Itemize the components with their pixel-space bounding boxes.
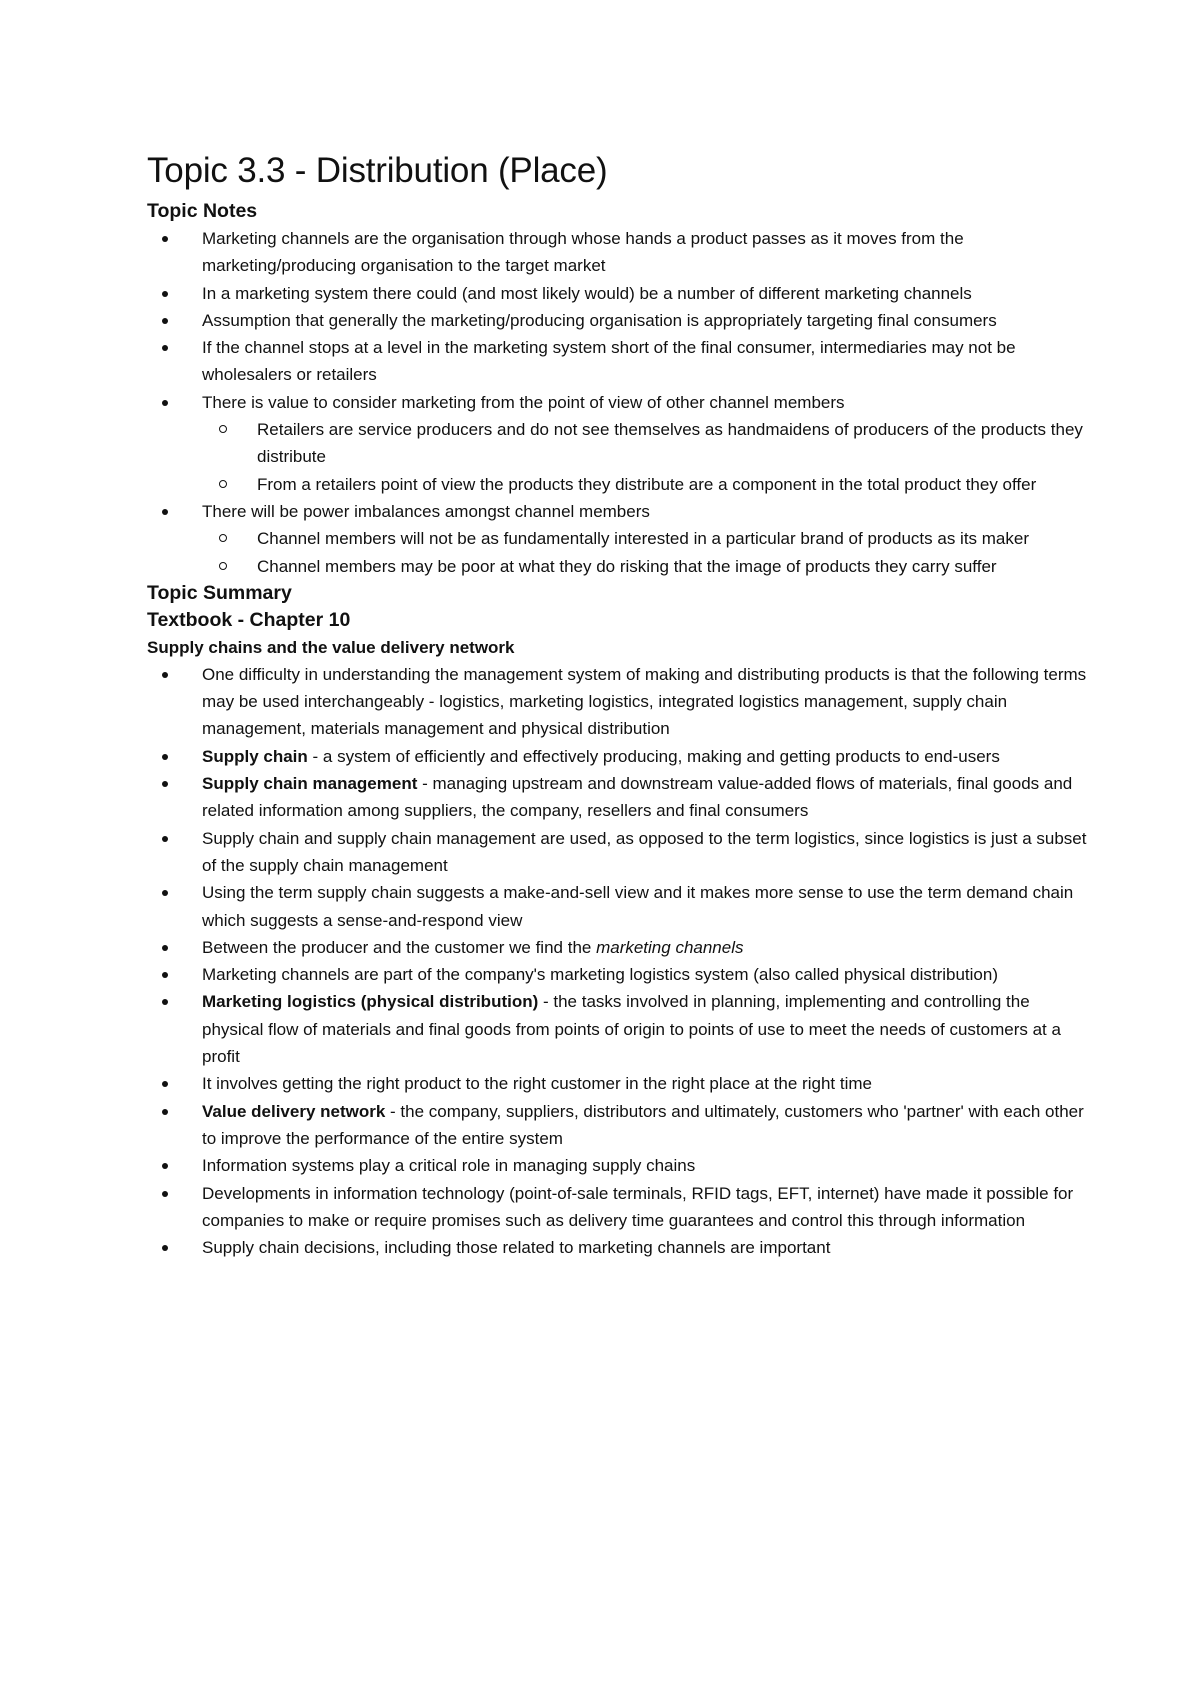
list-item-text: - the tasks involved in planning, implementing and controlling the physical flow of materials and final goods from points of origin to points of use to meet the needs of customers at a profit <box>202 992 1061 1067</box>
list-item-text: - managing upstream and downstream value-added flows of materials, final goods and related information among suppliers, the company, resellers and final consumers <box>202 774 1073 821</box>
topic-summary-heading: Topic Summary <box>147 581 292 604</box>
list-item <box>147 825 1087 880</box>
textbook-chapter-heading: Textbook - Chapter 10 <box>147 608 351 631</box>
sub-list-item <box>202 553 1087 580</box>
bullet-icon <box>162 781 168 787</box>
list-item-text: Marketing channels are part of the company's marketing logistics system (also called physical distribution) <box>202 965 998 985</box>
bullet-icon <box>162 345 168 351</box>
sub-list <box>202 525 1087 580</box>
sub-list-item <box>202 416 1087 471</box>
bullet-icon <box>162 1081 168 1087</box>
bullet-icon <box>162 509 168 515</box>
bullet-icon <box>162 236 168 242</box>
bullet-icon <box>162 754 168 760</box>
list-item-text: Information systems play a critical role in managing supply chains <box>202 1156 696 1176</box>
bullet-icon <box>162 1191 168 1197</box>
bullet-icon <box>162 318 168 324</box>
list-item <box>147 225 1087 280</box>
topic-notes-list <box>147 225 1087 580</box>
sub-list-item <box>202 525 1087 552</box>
list-item-term: Marketing logistics (physical distribution) <box>202 992 539 1012</box>
list-item-term: Supply chain management <box>202 774 418 794</box>
bullet-icon <box>162 400 168 406</box>
list-item-text: Assumption that generally the marketing/producing organisation is appropriately targeting final consumers <box>202 310 997 330</box>
list-item-text: One difficulty in understanding the management system of making and distributing products is that the following terms may be used interchangeably - logistics, marketing logistics, integrated logistics management, supply chain management, materials management and physical distribution <box>202 664 1087 739</box>
sub-list-item-text: From a retailers point of view the products they distribute are a component in the total product they offer <box>257 474 1037 494</box>
list-item <box>147 498 1087 580</box>
list-item <box>147 1180 1087 1235</box>
hollow-bullet-icon <box>219 480 227 488</box>
sub-list-item-text: Channel members may be poor at what they do risking that the image of products they carry suffer <box>257 556 997 576</box>
list-item-emphasis: marketing channels <box>596 937 744 957</box>
list-item <box>147 307 1087 334</box>
list-item-text: Developments in information technology (point-of-sale terminals, RFID tags, EFT, internet) have made it possible for companies to make or require promises such as delivery time guarantees and control this through information <box>202 1183 1074 1230</box>
list-item-text: - the company, suppliers, distributors and ultimately, customers who 'partner' with each other to improve the performance of the entire system <box>202 1101 1084 1148</box>
sub-list-item-text: Channel members will not be as fundamentally interested in a particular brand of products as its maker <box>257 529 1029 549</box>
list-item <box>147 1234 1087 1261</box>
bullet-icon <box>162 836 168 842</box>
document-content <box>147 148 1087 1261</box>
sub-list <box>202 416 1087 498</box>
sub-list-item <box>202 471 1087 498</box>
list-item-text: If the channel stops at a level in the marketing system short of the final consumer, intermediaries may not be wholesalers or retailers <box>202 338 1016 385</box>
bullet-icon <box>162 972 168 978</box>
list-item <box>147 1152 1087 1179</box>
list-item-text: It involves getting the right product to the right customer in the right place at the right time <box>202 1074 872 1094</box>
page-title: Topic 3.3 - Distribution (Place) <box>147 151 608 190</box>
list-item-text: Marketing channels are the organisation through whose hands a product passes as it moves from the marketing/producing organisation to the target market <box>202 229 964 276</box>
list-item-text: There is value to consider marketing from the point of view of other channel members <box>202 392 845 412</box>
list-item <box>147 743 1087 770</box>
list-item <box>147 1070 1087 1097</box>
list-item-term: Supply chain <box>202 746 308 766</box>
list-item <box>147 961 1087 988</box>
list-item-text: Between the producer and the customer we find the <box>202 937 597 957</box>
section-heading: Supply chains and the value delivery network <box>147 637 515 657</box>
bullet-icon <box>162 999 168 1005</box>
list-item-text: Using the term supply chain suggests a make-and-sell view and it makes more sense to use the term demand chain which suggests a sense-and-respond view <box>202 883 1074 930</box>
bullet-icon <box>162 672 168 678</box>
list-item <box>147 934 1087 961</box>
hollow-bullet-icon <box>219 562 227 570</box>
bullet-icon <box>162 890 168 896</box>
bullet-icon <box>162 945 168 951</box>
list-item <box>147 1098 1087 1153</box>
list-item-text: Supply chain decisions, including those related to marketing channels are important <box>202 1238 831 1258</box>
hollow-bullet-icon <box>219 425 227 433</box>
bullet-icon <box>162 1163 168 1169</box>
list-item-text: There will be power imbalances amongst channel members <box>202 501 650 521</box>
bullet-icon <box>162 1109 168 1115</box>
list-item <box>147 879 1087 934</box>
list-item <box>147 770 1087 825</box>
bullet-icon <box>162 291 168 297</box>
list-item <box>147 988 1087 1070</box>
list-item-term: Value delivery network <box>202 1101 386 1121</box>
list-item-text: - a system of efficiently and effectively producing, making and getting products to end-users <box>307 746 1000 766</box>
sub-list-item-text: Retailers are service producers and do not see themselves as handmaidens of producers of the products they distribute <box>257 420 1083 467</box>
list-item <box>147 661 1087 743</box>
textbook-notes-list <box>147 661 1087 1262</box>
list-item <box>147 280 1087 307</box>
topic-notes-heading: Topic Notes <box>147 200 258 222</box>
list-item <box>147 334 1087 389</box>
list-item <box>147 389 1087 498</box>
hollow-bullet-icon <box>219 534 227 542</box>
bullet-icon <box>162 1245 168 1251</box>
list-item-text: In a marketing system there could (and most likely would) be a number of different marketing channels <box>202 283 972 303</box>
list-item-text: Supply chain and supply chain management are used, as opposed to the term logistics, since logistics is just a subset of the supply chain management <box>202 828 1087 875</box>
